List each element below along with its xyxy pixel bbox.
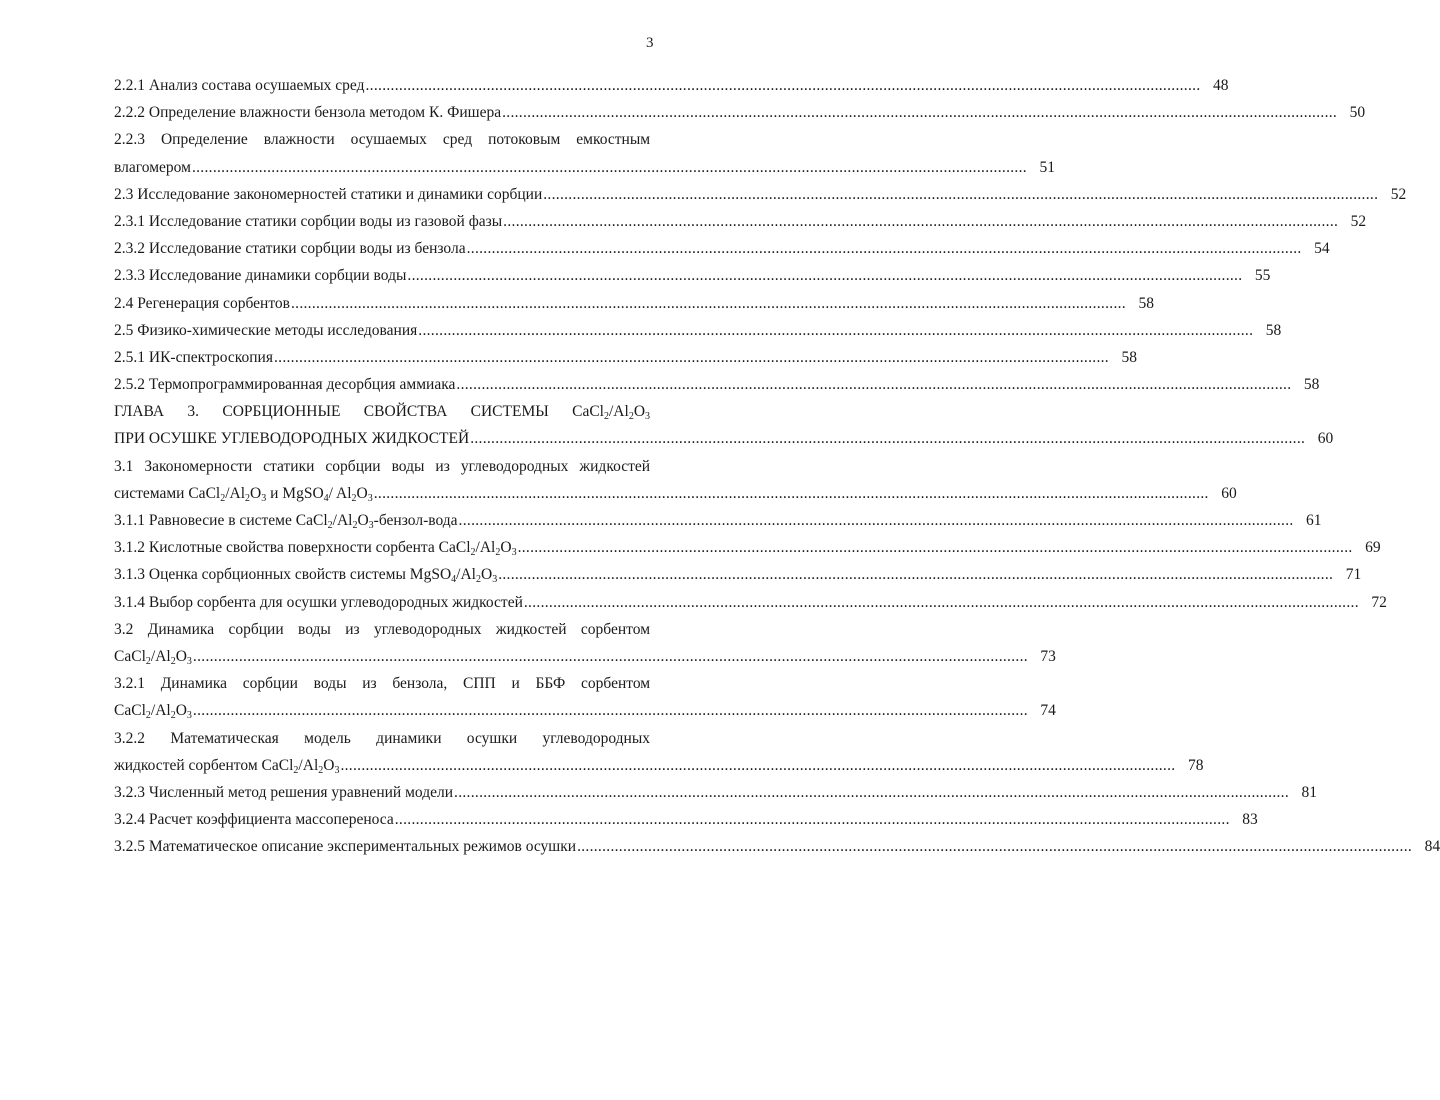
toc-entry-page: 81 [1301, 783, 1318, 801]
toc-entry-title: влагомером [114, 158, 191, 176]
toc-entry [114, 561, 1362, 588]
toc-entry [114, 99, 1366, 126]
dot-leader: ........................................................................................................................................................................................................ [340, 756, 1176, 774]
toc-entry [114, 725, 650, 752]
toc-entry [114, 126, 650, 153]
toc-entry-page: 54 [1314, 240, 1330, 258]
toc-entry-title: 3.1.4 Выбор сорбента для осушки углеводородных жидкостей [114, 593, 523, 611]
toc-entry-title: ПРИ ОСУШКЕ УГЛЕВОДОРОДНЫХ ЖИДКОСТЕЙ [114, 430, 470, 448]
toc-entry-title: 3.2.1 Динамика сорбции воды из бензола, СПП и ББФ сорбентом [114, 675, 651, 693]
table-of-contents [114, 72, 1440, 860]
dot-leader: ........................................................................................................................................................................................................ [418, 321, 1254, 339]
dot-leader: ........................................................................................................................................................................................................ [523, 593, 1359, 611]
dot-leader: ........................................................................................................................................................................................................ [192, 702, 1028, 720]
dot-leader: ........................................................................................................................................................................................................ [466, 240, 1302, 258]
toc-entry-title: ГЛАВА 3. СОРБЦИОННЫЕ СВОЙСТВА СИСТЕМЫ $CaCl_2/Al_2O_3$ [114, 403, 651, 423]
toc-entry-title: 3.2.2 Математическая модель динамики осушки углеводородных [114, 729, 651, 747]
toc-entry-page: 52 [1390, 185, 1407, 203]
toc-entry [114, 752, 1204, 779]
toc-entry-title: 2.2.2 Определение влажности бензола методом К. Фишера [114, 104, 502, 122]
toc-entry-title: 2.5.2 Термопрограммированная десорбция аммиака [114, 376, 456, 394]
toc-entry-title: 3.1.2 Кислотные свойства поверхности сорбента $CaCl_2/Al_2O_3$ [114, 539, 517, 559]
toc-entry-page: 58 [1121, 348, 1137, 366]
dot-leader: ........................................................................................................................................................................................................ [273, 348, 1109, 366]
toc-entry-page: 58 [1138, 294, 1154, 312]
toc-entry [114, 208, 1367, 235]
toc-entry [114, 154, 1055, 181]
dot-leader: ........................................................................................................................................................................................................ [498, 566, 1334, 584]
toc-entry-page: 60 [1317, 430, 1334, 448]
toc-entry-page: 52 [1350, 212, 1367, 230]
dot-leader: ........................................................................................................................................................................................................ [577, 838, 1413, 856]
dot-leader: ........................................................................................................................................................................................................ [394, 811, 1230, 829]
toc-entry-title: системами $CaCl_2/Al_2O_3$ и MgSO$_4$/ $Al_2O_3$ [114, 484, 373, 504]
dot-leader: ........................................................................................................................................................................................................ [290, 294, 1126, 312]
toc-entry-title: 2.5 Физико-химические методы исследования [114, 321, 418, 339]
toc-entry-title: $CaCl_2/Al_2O_3$ [114, 702, 192, 722]
toc-entry-title: 2.2.3 Определение влажности осушаемых сред потоковым емкостным [114, 131, 651, 149]
toc-entry-page: 51 [1039, 158, 1055, 176]
toc-entry [114, 344, 1137, 371]
toc-entry-title: 2.3.1 Исследование статики сорбции воды из газовой фазы [114, 212, 503, 230]
toc-entry [114, 507, 1322, 534]
dot-leader: ........................................................................................................................................................................................................ [458, 512, 1294, 529]
toc-entry-title: 3.2.4 Расчет коэффициента массопереноса [114, 811, 394, 829]
dot-leader: ........................................................................................................................................................................................................ [517, 539, 1353, 557]
toc-entry-page: 58 [1265, 321, 1282, 339]
dot-leader: ........................................................................................................................................................................................................ [454, 783, 1290, 801]
toc-entry-title: $CaCl_2/Al_2O_3$ [114, 647, 192, 667]
toc-entry-title: 2.5.1 ИК-спектроскопия [114, 348, 273, 366]
toc-entry [114, 616, 650, 643]
toc-entry-title: 3.1 Закономерности статики сорбции воды из углеводородных жидкостей [114, 457, 651, 475]
toc-entry-page: 83 [1242, 811, 1258, 829]
toc-entry-page: 73 [1040, 647, 1056, 665]
dot-leader: ........................................................................................................................................................................................................ [502, 104, 1338, 122]
toc-entry-title: 2.3.3 Исследование динамики сорбции воды [114, 267, 407, 285]
toc-entry [114, 425, 1334, 452]
toc-entry-page: 78 [1187, 756, 1204, 774]
toc-entry-title: 3.2.5 Математическое описание экспериментальных режимов осушки [114, 838, 577, 856]
toc-entry [114, 317, 1282, 344]
toc-entry-page: 61 [1306, 512, 1322, 529]
toc-entry-title: жидкостей сорбентом $CaCl_2/Al_2O_3$ [114, 756, 340, 776]
toc-entry [114, 398, 650, 425]
toc-entry-page: 58 [1303, 376, 1320, 394]
toc-entry [114, 181, 1407, 208]
toc-entry-page: 72 [1371, 593, 1387, 611]
toc-entry [114, 806, 1258, 833]
toc-entry-page: 48 [1213, 77, 1229, 94]
toc-entry [114, 697, 1056, 724]
toc-entry-page: 71 [1345, 566, 1362, 584]
toc-entry [114, 480, 1237, 507]
toc-entry [114, 453, 650, 480]
dot-leader: ........................................................................................................................................................................................................ [191, 158, 1027, 176]
toc-entry-page: 69 [1365, 539, 1381, 557]
toc-entry-page: 60 [1221, 484, 1237, 502]
dot-leader: ........................................................................................................................................................................................................ [373, 484, 1209, 502]
toc-entry [114, 235, 1330, 262]
toc-entry [114, 262, 1271, 289]
toc-entry-page: 55 [1254, 267, 1271, 285]
dot-leader: ........................................................................................................................................................................................................ [503, 212, 1339, 230]
toc-entry [114, 371, 1320, 398]
dot-leader: ........................................................................................................................................................................................................ [456, 376, 1292, 394]
toc-entry-page: 74 [1040, 702, 1056, 720]
toc-entry-page: 84 [1424, 838, 1440, 856]
toc-entry-title: 2.4 Регенерация сорбентов [114, 294, 290, 312]
toc-entry [114, 670, 650, 697]
toc-entry-page: 50 [1349, 104, 1366, 122]
toc-entry [114, 534, 1381, 561]
page-number: 3 [646, 35, 654, 51]
toc-entry [114, 589, 1387, 616]
toc-entry [114, 290, 1154, 317]
toc-entry-title: 2.2.1 Анализ состава осушаемых сред [114, 77, 365, 94]
toc-entry [114, 643, 1056, 670]
toc-entry-title: 2.3 Исследование закономерностей статики и динамики сорбции [114, 185, 543, 203]
toc-entry-title: 3.2.3 Численный метод решения уравнений модели [114, 783, 454, 801]
toc-entry [114, 779, 1318, 806]
toc-entry-title: 3.1.3 Оценка сорбционных свойств системы $MgSO_4/Al_2O_3$ [114, 566, 498, 586]
dot-leader: ........................................................................................................................................................................................................ [192, 647, 1028, 665]
toc-entry-title: 2.3.2 Исследование статики сорбции воды из бензола [114, 240, 466, 258]
dot-leader: ........................................................................................................................................................................................................ [407, 267, 1243, 285]
toc-entry [114, 833, 1440, 860]
dot-leader: ........................................................................................................................................................................................................ [470, 430, 1306, 448]
toc-entry-title: 3.2 Динамика сорбции воды из углеводородных жидкостей сорбентом [114, 620, 651, 638]
toc-entry-title: 3.1.1 Равновесие в системе $CaCl_2/Al_2O_3-бензол$-вода [114, 512, 458, 531]
toc-entry [114, 72, 1229, 99]
dot-leader: ........................................................................................................................................................................................................ [543, 185, 1379, 203]
dot-leader: ........................................................................................................................................................................................................ [365, 77, 1201, 94]
